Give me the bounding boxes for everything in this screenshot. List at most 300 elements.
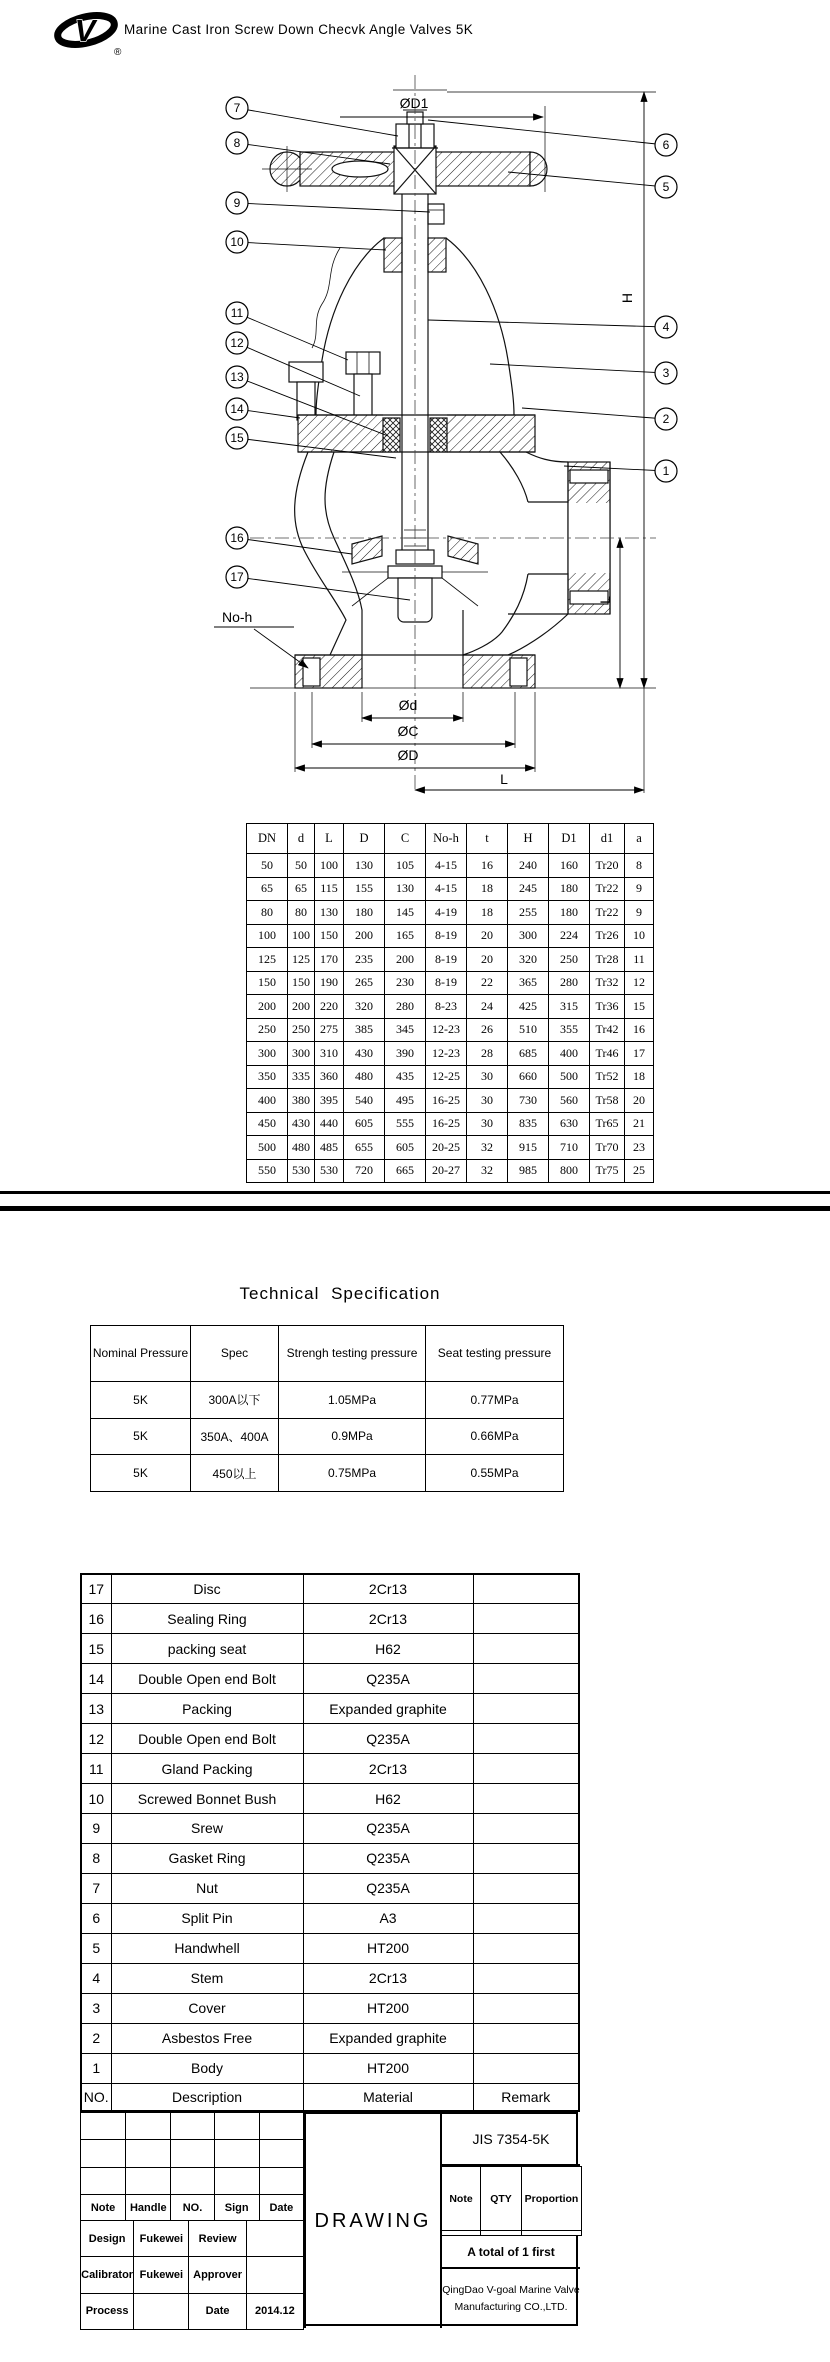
cell: 26 (467, 1018, 508, 1042)
cell: 200 (288, 995, 315, 1019)
cell: 65 (288, 877, 315, 901)
cell: 30 (467, 1112, 508, 1136)
cell: 480 (288, 1136, 315, 1160)
cell: 8-19 (426, 971, 467, 995)
table-row (247, 1112, 654, 1136)
company-name-line1: QingDao V-goal Marine Valve (442, 2284, 580, 2297)
sheet-title: Marine Cast Iron Screw Down Checvk Angle Valves 5K (124, 22, 474, 37)
cell: 485 (315, 1136, 344, 1160)
callout-number: 5 (662, 180, 670, 194)
cell: Double Open end Bolt (111, 1664, 303, 1694)
cell: 360 (315, 1065, 344, 1089)
cell: Approver (189, 2257, 246, 2293)
cell: 11 (625, 948, 654, 972)
cell: 190 (315, 971, 344, 995)
empty-cell (126, 2113, 171, 2140)
table-row (81, 1694, 579, 1724)
cell: 530 (288, 1159, 315, 1183)
callout-4 (655, 316, 677, 338)
cell (473, 1754, 579, 1784)
cell: Cover (111, 1993, 303, 2023)
cell: 560 (549, 1089, 590, 1113)
cell (473, 1993, 579, 2023)
drawing-type-box (304, 2114, 442, 2328)
cell: 8 (81, 1843, 111, 1873)
cell: 300 (508, 924, 549, 948)
cell: L (315, 824, 344, 854)
cell: 450 (247, 1112, 288, 1136)
callout-15 (226, 427, 248, 449)
cell: 280 (385, 995, 426, 1019)
table-row (247, 1136, 654, 1160)
table-row (81, 1784, 579, 1814)
empty-cell (171, 2167, 214, 2194)
cell (473, 1963, 579, 1993)
cell: 540 (344, 1089, 385, 1113)
cell: packing seat (111, 1634, 303, 1664)
table-row (81, 1754, 579, 1784)
cell: Tr22 (590, 877, 625, 901)
cell: 265 (344, 971, 385, 995)
cell: Expanded graphite (303, 1694, 473, 1724)
dimension-table (246, 823, 654, 1183)
cell: 150 (315, 924, 344, 948)
cell: 12 (625, 971, 654, 995)
cell: 180 (344, 901, 385, 925)
cell: 10 (625, 924, 654, 948)
cell: 0.75MPa (279, 1455, 426, 1492)
cell: 2Cr13 (303, 1754, 473, 1784)
cell: 32 (467, 1159, 508, 1183)
cell: 425 (508, 995, 549, 1019)
table-row (91, 1382, 564, 1419)
cell: Expanded graphite (303, 2023, 473, 2053)
cell: 12-25 (426, 1065, 467, 1089)
cell: HT200 (303, 2053, 473, 2083)
cell: 80 (288, 901, 315, 925)
cell: 160 (549, 854, 590, 878)
table-row (81, 2053, 579, 2083)
cell: 3 (81, 1993, 111, 2023)
cell (473, 2023, 579, 2053)
cell: 130 (315, 901, 344, 925)
cell: 2Cr13 (303, 1963, 473, 1993)
table-row (81, 1963, 579, 1993)
cell: 25 (625, 1159, 654, 1183)
cell: 180 (549, 877, 590, 901)
cell (473, 1634, 579, 1664)
table-row (81, 1634, 579, 1664)
cell: 2 (81, 2023, 111, 2053)
cell: 125 (288, 948, 315, 972)
cell: 28 (467, 1042, 508, 1066)
cell (473, 2053, 579, 2083)
callout-number: 11 (230, 306, 244, 320)
cell: 500 (247, 1136, 288, 1160)
cell: 720 (344, 1159, 385, 1183)
cell: 6 (81, 1903, 111, 1933)
cell: 230 (385, 971, 426, 995)
cell: 4-15 (426, 854, 467, 878)
cell: 9 (625, 901, 654, 925)
cell: 0.55MPa (426, 1455, 564, 1492)
cell: 480 (344, 1065, 385, 1089)
empty-cell (81, 2113, 126, 2140)
cell: Date (189, 2293, 246, 2329)
cell: 12-23 (426, 1018, 467, 1042)
cell: 605 (344, 1112, 385, 1136)
cell: 200 (247, 995, 288, 1019)
cell: 20 (467, 924, 508, 948)
cell: 20 (625, 1089, 654, 1113)
table-row (247, 948, 654, 972)
callout-8 (226, 132, 248, 154)
cell: 435 (385, 1065, 426, 1089)
cell: 365 (508, 971, 549, 995)
cell: 14 (81, 1664, 111, 1694)
cell: Gland Packing (111, 1754, 303, 1784)
handwheel (262, 146, 547, 194)
cell: 23 (625, 1136, 654, 1160)
cell: 17 (625, 1042, 654, 1066)
cell: Tr52 (590, 1065, 625, 1089)
callout-7 (226, 97, 248, 119)
cell: 300A以下 (191, 1382, 279, 1419)
cell: 18 (467, 877, 508, 901)
cell: Tr58 (590, 1089, 625, 1113)
dim-h-label: H (619, 292, 635, 304)
cell: 390 (385, 1042, 426, 1066)
cell: Disc (111, 1574, 303, 1604)
title-block (80, 2112, 578, 2326)
cell: 8 (625, 854, 654, 878)
cell: 430 (344, 1042, 385, 1066)
dim-l-bottom-label: L (500, 771, 508, 787)
cell: 12 (81, 1724, 111, 1754)
cell: No-h (426, 824, 467, 854)
empty-cell (126, 2140, 171, 2167)
empty-cell (81, 2167, 126, 2194)
cell (473, 1933, 579, 1963)
bottom-flange (250, 655, 656, 688)
cell: Tr46 (590, 1042, 625, 1066)
dim-bore-label: Ød (398, 697, 418, 713)
spec-table (90, 1325, 564, 1492)
registered-mark-icon: ® (114, 47, 122, 58)
cell: Tr70 (590, 1136, 625, 1160)
cell: 250 (549, 948, 590, 972)
callout-16 (226, 527, 248, 549)
cell: 30 (467, 1089, 508, 1113)
cell: Calibrator (81, 2257, 134, 2293)
cell: 15 (625, 995, 654, 1019)
empty-cell (442, 2231, 481, 2236)
cell: 0.77MPa (426, 1382, 564, 1419)
cell: Design (81, 2221, 134, 2257)
cell: Process (81, 2293, 134, 2329)
cell: 835 (508, 1112, 549, 1136)
company-name (442, 2269, 580, 2328)
cell: 350 (247, 1065, 288, 1089)
cell (473, 1604, 579, 1634)
cell: 345 (385, 1018, 426, 1042)
cell: 200 (344, 924, 385, 948)
callout-13 (226, 366, 248, 388)
logo-letter: V (74, 13, 96, 48)
standard-number: JIS 7354-5K (442, 2114, 580, 2166)
cell: Tr75 (590, 1159, 625, 1183)
table-row (247, 1159, 654, 1183)
cell: 985 (508, 1159, 549, 1183)
callout-number: 14 (230, 402, 244, 416)
empty-row (442, 2231, 582, 2236)
callout-number: 9 (233, 196, 241, 210)
cell: NO. (81, 2083, 111, 2111)
callout-number: 10 (230, 235, 244, 249)
cell: 555 (385, 1112, 426, 1136)
callout-1 (655, 460, 677, 482)
cell: Nut (111, 1873, 303, 1903)
dim-flangeod-label: ØD (397, 747, 419, 763)
cell: 16 (467, 854, 508, 878)
cell: 16 (625, 1018, 654, 1042)
company-name-line2: Manufacturing CO.,LTD. (454, 2300, 568, 2313)
cell: 1 (81, 2053, 111, 2083)
cell: 8-19 (426, 924, 467, 948)
cell: Remark (473, 2083, 579, 2111)
dimension-table-header (247, 824, 654, 854)
cell: Note (81, 2194, 126, 2221)
table-row (81, 1604, 579, 1634)
cell: Q235A (303, 1724, 473, 1754)
revision-table (80, 2112, 304, 2222)
empty-cell (259, 2140, 303, 2167)
empty-cell (259, 2167, 303, 2194)
cell (134, 2293, 189, 2329)
cell: 9 (81, 1814, 111, 1844)
callout-3 (655, 362, 677, 384)
cell: 730 (508, 1089, 549, 1113)
cell: 22 (467, 971, 508, 995)
cell: 0.9MPa (279, 1418, 426, 1455)
cell: 315 (549, 995, 590, 1019)
cell: 21 (625, 1112, 654, 1136)
cell: 255 (508, 901, 549, 925)
cell: d (288, 824, 315, 854)
cell: 30 (467, 1065, 508, 1089)
cell: Tr20 (590, 854, 625, 878)
drawing-type-label: DRAWING (314, 2209, 432, 2232)
cell: Tr65 (590, 1112, 625, 1136)
cell: 275 (315, 1018, 344, 1042)
valve-section-geometry (250, 75, 656, 793)
cell: Q235A (303, 1814, 473, 1844)
cell: 17 (81, 1574, 111, 1604)
cell: 65 (247, 877, 288, 901)
cell: 385 (344, 1018, 385, 1042)
cell: 13 (81, 1694, 111, 1724)
cell: 224 (549, 924, 590, 948)
cell: 605 (385, 1136, 426, 1160)
callout-number: 8 (233, 136, 241, 150)
cell: Fukewei (134, 2257, 189, 2293)
cell: 9 (625, 877, 654, 901)
table-row (247, 924, 654, 948)
callout-10 (226, 231, 248, 253)
cell: 20-25 (426, 1136, 467, 1160)
cell: Seat testing pressure (426, 1326, 564, 1382)
cell (473, 1574, 579, 1604)
cell: 18 (467, 901, 508, 925)
cell: 100 (315, 854, 344, 878)
cell (473, 1903, 579, 1933)
callout-17 (226, 566, 248, 588)
cell: 80 (247, 901, 288, 925)
cell: 380 (288, 1089, 315, 1113)
callout-2 (655, 408, 677, 430)
cell: 130 (344, 854, 385, 878)
cell: 4 (81, 1963, 111, 1993)
dim-noh-label: No-h (222, 609, 253, 625)
cell: 665 (385, 1159, 426, 1183)
cell: 145 (385, 901, 426, 925)
table-row (247, 877, 654, 901)
cell: 150 (288, 971, 315, 995)
cell: Tr22 (590, 901, 625, 925)
table-row (247, 1089, 654, 1113)
cell: 685 (508, 1042, 549, 1066)
cell: 115 (315, 877, 344, 901)
cell (473, 1724, 579, 1754)
cell: 16-25 (426, 1112, 467, 1136)
cell: 15 (81, 1634, 111, 1664)
cell: 320 (508, 948, 549, 972)
cell (473, 1664, 579, 1694)
cell: QTY (481, 2167, 522, 2231)
cell: 10 (81, 1784, 111, 1814)
table-row (81, 1843, 579, 1873)
cell: 32 (467, 1136, 508, 1160)
cell: 250 (247, 1018, 288, 1042)
bonnet-flange (298, 413, 535, 454)
table-row (91, 1455, 564, 1492)
cell: 2014.12 (246, 2293, 303, 2329)
cell: 5 (81, 1933, 111, 1963)
cell: Handwhell (111, 1933, 303, 1963)
cell: 245 (508, 877, 549, 901)
cell: H (508, 824, 549, 854)
empty-row (81, 2113, 304, 2140)
callout-number: 4 (662, 320, 670, 334)
callout-number: 7 (233, 101, 241, 115)
cell: 2Cr13 (303, 1604, 473, 1634)
table-row (81, 1724, 579, 1754)
cell: Split Pin (111, 1903, 303, 1933)
table-row (247, 854, 654, 878)
cell: H62 (303, 1784, 473, 1814)
cell: 495 (385, 1089, 426, 1113)
empty-cell (171, 2113, 214, 2140)
cell: C (385, 824, 426, 854)
cell: 130 (385, 877, 426, 901)
cell: 16 (81, 1604, 111, 1634)
callout-number: 17 (230, 570, 244, 584)
empty-cell (481, 2231, 522, 2236)
cell: Fukewei (134, 2221, 189, 2257)
section-divider-line (0, 1206, 830, 1211)
cell: 240 (508, 854, 549, 878)
cell: Q235A (303, 1664, 473, 1694)
cell: 100 (247, 924, 288, 948)
cell: DN (247, 824, 288, 854)
cell (473, 1784, 579, 1814)
table-row (81, 2221, 304, 2257)
cell: 655 (344, 1136, 385, 1160)
cell: Tr26 (590, 924, 625, 948)
table-row (247, 1042, 654, 1066)
cell: Tr28 (590, 948, 625, 972)
cell (246, 2221, 303, 2257)
cell: 440 (315, 1112, 344, 1136)
cell: H62 (303, 1634, 473, 1664)
cell: 170 (315, 948, 344, 972)
cell: 5K (91, 1418, 191, 1455)
cell: 915 (508, 1136, 549, 1160)
callout-14 (226, 398, 248, 420)
cell: Screwed Bonnet Bush (111, 1784, 303, 1814)
callout-12 (226, 332, 248, 354)
cell: 11 (81, 1754, 111, 1784)
cell: 800 (549, 1159, 590, 1183)
cell: 105 (385, 854, 426, 878)
callout-number: 12 (230, 336, 244, 350)
cell: A3 (303, 1903, 473, 1933)
table-row (247, 1065, 654, 1089)
cell: 5K (91, 1382, 191, 1419)
cell: 50 (247, 854, 288, 878)
sheet-total-label: A total of 1 first (442, 2236, 580, 2269)
empty-cell (81, 2140, 126, 2167)
cell: NO. (171, 2194, 214, 2221)
table-row (81, 1903, 579, 1933)
cell: Stem (111, 1963, 303, 1993)
table-row (247, 995, 654, 1019)
cell: 310 (315, 1042, 344, 1066)
empty-cell (171, 2140, 214, 2167)
cell (473, 1843, 579, 1873)
cell: Tr42 (590, 1018, 625, 1042)
cell: Nominal Pressure (91, 1326, 191, 1382)
cell: 24 (467, 995, 508, 1019)
qty-table (441, 2166, 582, 2236)
cell: 165 (385, 924, 426, 948)
cell: D (344, 824, 385, 854)
cell: 220 (315, 995, 344, 1019)
cell: 250 (288, 1018, 315, 1042)
cell: 500 (549, 1065, 590, 1089)
table-row (81, 1664, 579, 1694)
cell: 180 (549, 901, 590, 925)
table-row (81, 2257, 304, 2293)
cell (473, 1873, 579, 1903)
cell: 1.05MPa (279, 1382, 426, 1419)
cell: 16-25 (426, 1089, 467, 1113)
cell (473, 1694, 579, 1724)
cell: 235 (344, 948, 385, 972)
cell: Asbestos Free (111, 2023, 303, 2053)
cell: 5K (91, 1455, 191, 1492)
cell: Tr32 (590, 971, 625, 995)
